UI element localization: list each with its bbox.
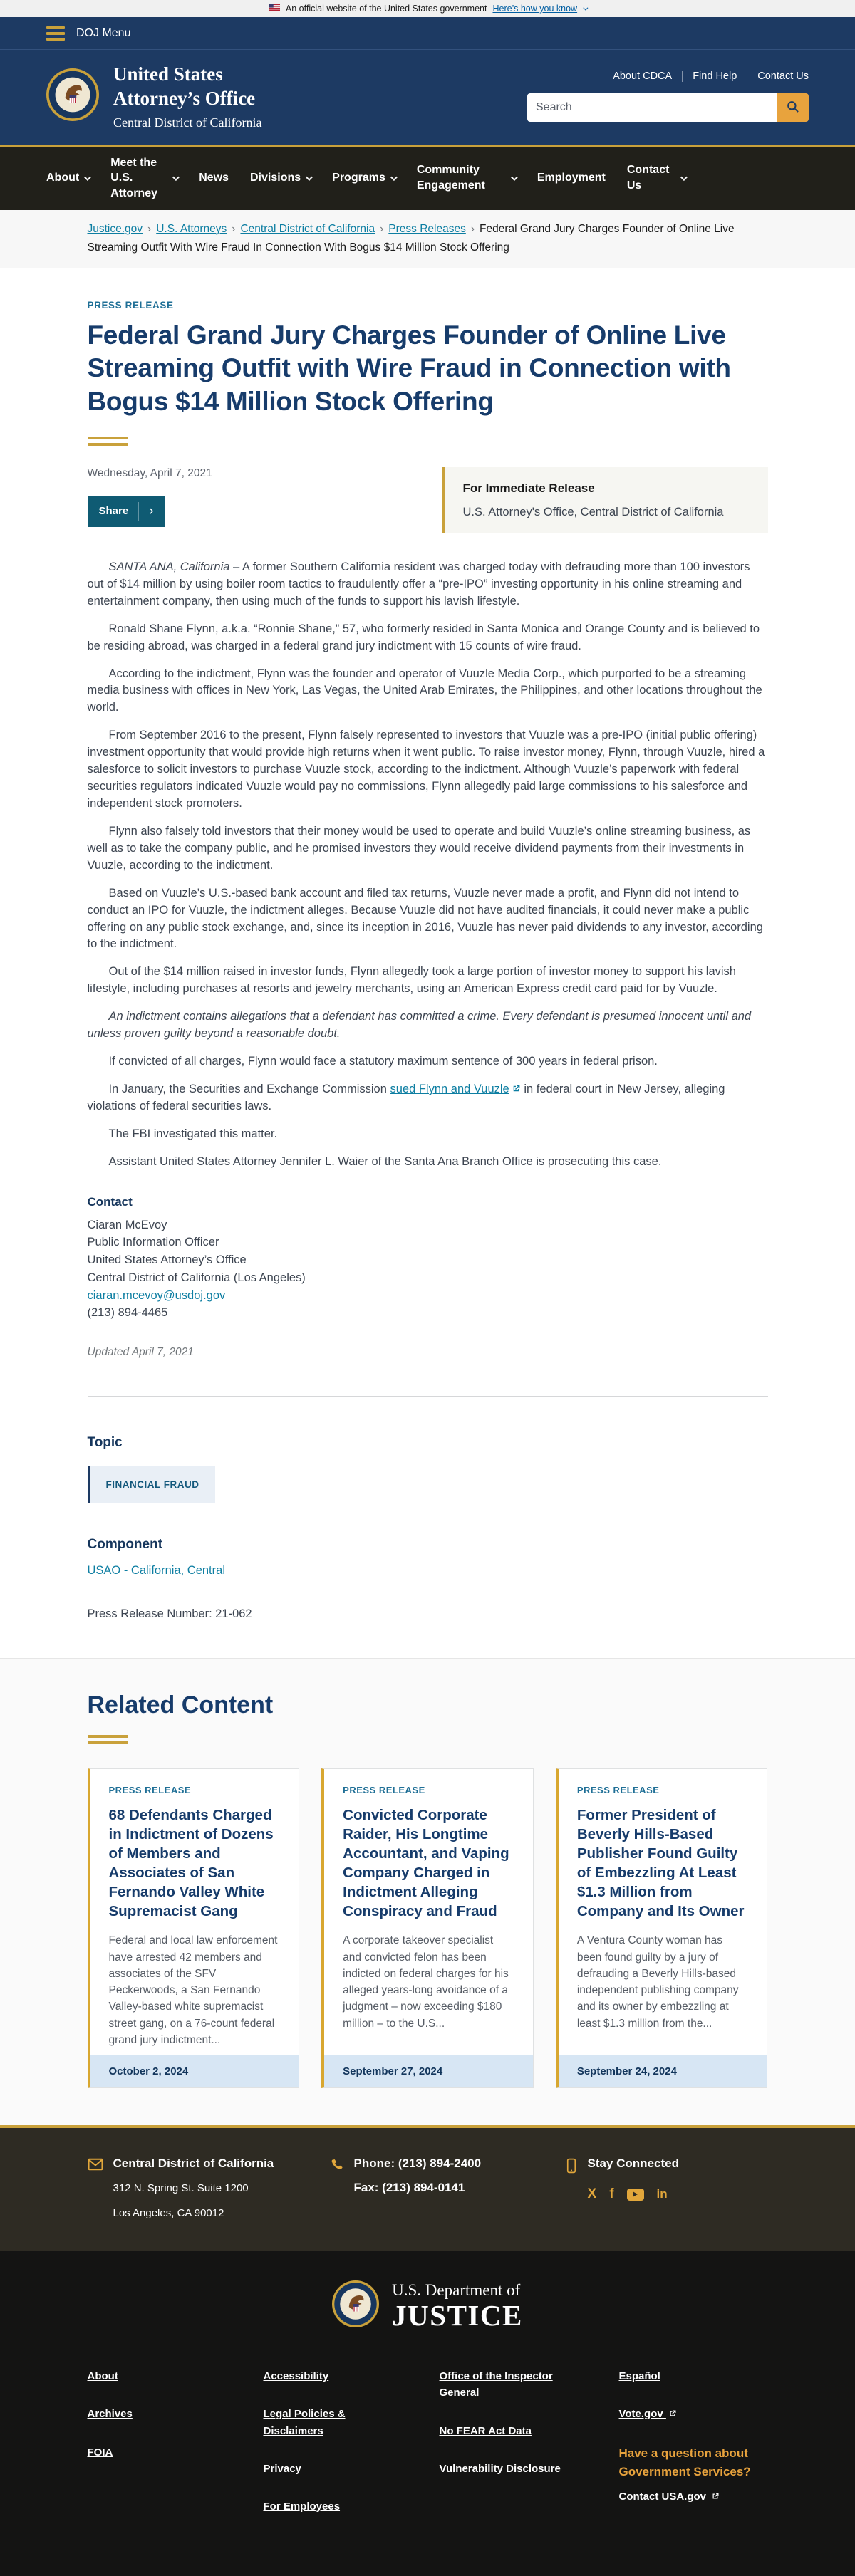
paragraph: According to the indictment, Flynn was the founder and operator of Vuuzle Media Corp., which purported to be a streaming media business with offices in New York, Las Vegas, the United Arab Emirates, the Philippines, and other locations throughout the world. <box>87 667 762 714</box>
footer-link-vulnerability-disclosure[interactable]: Vulnerability Disclosure <box>439 2462 561 2475</box>
header-utility-links <box>603 71 809 82</box>
related-card-title[interactable]: 68 Defendants Charged in Indictment of Dozens of Members and Associates of San Fernando Valley White Supremacist Gang <box>108 1807 274 1920</box>
article-date: Wednesday, April 7, 2021 <box>87 466 212 479</box>
site-header <box>0 50 855 145</box>
sued-flynn-vuuzle-link[interactable]: sued Flynn and Vuuzle <box>390 1083 520 1095</box>
footer-address-line1: 312 N. Spring St. Suite 1200 <box>113 2182 249 2195</box>
paragraph: Out of the $14 million raised in investor funds, Flynn allegedly took a large portion of investor money to support his lavish lifestyle, including purchases at resorts and jewelry merchants, using an American Express credit card paid for by Vuuzle. <box>87 965 736 996</box>
footer-phone-block <box>330 2157 565 2221</box>
card-press-release-label: PRESS RELEASE <box>576 1785 660 1796</box>
agency-name-line2: Attorney’s Office <box>113 87 256 109</box>
footer-links-col3 <box>440 2368 619 2536</box>
envelope-icon <box>88 2157 103 2221</box>
breadcrumb-district[interactable]: Central District of California <box>240 222 375 235</box>
paragraph: The FBI investigated this matter. <box>108 1127 278 1140</box>
paragraph: Flynn also falsely told investors that their money would be used to operate and build Vuuzle’s online streaming business, as well as to take the company public, and he promised investors they would receive dividend payments from their investments in Vuuzle, according to the indictment. <box>87 824 751 872</box>
paragraph: Based on Vuuzle’s U.S.-based bank account and filed tax returns, Vuuzle never made a profit, and Flynn did not intend to conduct an IPO for Vuuzle, the indictment alleges. Because Vuuzle did not have audited financials, it could never make a public offering on any public stock exchange, and, since its inception in 2016, Vuuzle has never paid dividends to any investor, according to the indictment. <box>87 886 763 951</box>
nav-item-employment[interactable]: Employment <box>537 172 606 184</box>
search-button[interactable] <box>777 93 809 122</box>
phone-icon <box>330 2157 344 2221</box>
doj-menu-label[interactable]: DOJ Menu <box>76 26 131 39</box>
contact-us-link[interactable]: Contact Us <box>747 71 809 82</box>
press-release-article <box>88 268 768 1658</box>
release-heading: For Immediate Release <box>462 481 595 495</box>
external-link-icon <box>711 2492 720 2501</box>
contact-heading: Contact <box>87 1194 133 1209</box>
dept-line2: JUSTICE <box>392 2299 523 2332</box>
nav-item-contact-us[interactable]: Contact Us <box>627 162 685 193</box>
related-card-date: September 24, 2024 <box>559 2055 767 2087</box>
breadcrumb-separator-icon: › <box>232 222 236 235</box>
related-card-excerpt: Federal and local law enforcement have arrested 42 members and associates of the SFV Peckerwoods, a San Fernando Valley-based white supremacist street gang, on a 76-count federal grand jury indictment... <box>108 1934 278 2046</box>
share-chevron-icon: › <box>149 503 154 518</box>
doj-seal <box>332 2280 379 2331</box>
nav-item-meet-us-attorney[interactable]: Meet the U.S. Attorney <box>110 155 177 202</box>
paragraph: Ronald Shane Flynn, a.k.a. “Ronnie Shane,” 57, who formerly resided in Santa Monica and Orange County and is believed to be residing abroad, was charged in a federal grand jury indictment with 15 counts of wire fraud. <box>87 622 760 652</box>
card-press-release-label: PRESS RELEASE <box>108 1785 192 1796</box>
hamburger-icon[interactable] <box>46 26 65 41</box>
nav-item-divisions[interactable]: Divisions <box>250 170 311 186</box>
dept-line1: U.S. Department of <box>392 2281 521 2300</box>
footer-link-privacy[interactable]: Privacy <box>263 2462 301 2475</box>
breadcrumb-separator-icon: › <box>380 222 384 235</box>
article-body <box>88 559 768 1171</box>
related-card[interactable] <box>88 1768 300 2088</box>
external-link-icon <box>668 2409 677 2418</box>
paragraph: In January, the Securities and Exchange Commission sued Flynn and Vuuzle in federal court in New Jersey, alleging violations of federal securities laws. <box>87 1082 725 1112</box>
footer-fax: Fax: (213) 894-0141 <box>353 2181 465 2195</box>
search-icon <box>786 100 800 116</box>
gold-divider <box>88 437 128 446</box>
main-nav <box>0 147 855 210</box>
footer-link-foia[interactable]: FOIA <box>87 2446 113 2458</box>
release-office: U.S. Attorney's Office, Central District of California <box>462 505 724 518</box>
breadcrumb-current: Federal Grand Jury Charges Founder of Online Live Streaming Outfit With Wire Fraud In Connection With Bogus $14 Million Stock Offering <box>87 222 735 254</box>
page-title: Federal Grand Jury Charges Founder of Online Live Streaming Outfit with Wire Fraud in Connection with Bogus $14 Million Stock Offering <box>87 320 731 416</box>
contact-org: United States Attorney’s Office <box>87 1253 247 1267</box>
footer-link-vote-gov[interactable]: Vote.gov <box>619 2406 768 2422</box>
related-card-date: September 27, 2024 <box>324 2055 533 2087</box>
breadcrumb-separator-icon: › <box>147 222 152 235</box>
contact-title: Public Information Officer <box>87 1236 219 1249</box>
social-x-icon[interactable]: X <box>587 2186 597 2202</box>
related-card[interactable] <box>321 1768 534 2088</box>
us-flag-icon <box>269 4 280 14</box>
agency-brand[interactable] <box>46 63 261 130</box>
footer-link-no-fear-act[interactable]: No FEAR Act Data <box>439 2424 532 2437</box>
breadcrumb-press-releases[interactable]: Press Releases <box>388 222 466 235</box>
footer-phone: Phone: (213) 894-2400 <box>353 2157 482 2171</box>
footer-link-legal-policies[interactable]: Legal Policies & Disclaimers <box>263 2408 346 2437</box>
chevron-down-icon <box>306 174 313 181</box>
footer-address-line2: Los Angeles, CA 90012 <box>113 2207 224 2220</box>
breadcrumb-separator-icon: › <box>470 222 475 235</box>
press-release-eyebrow: PRESS RELEASE <box>87 300 174 311</box>
chevron-down-icon <box>390 174 398 181</box>
share-button[interactable]: Share › <box>88 496 165 527</box>
related-card-date: October 2, 2024 <box>90 2055 299 2087</box>
paragraph: SANTA ANA, California – A former Southern California resident was charged today with defrauding more than 100 investors out of $14 million by using boiler room tactics to fraudulently offer a “pre-IPO” investing opportunity in his online streaming and entertainment company, then using much of the funds to support his lavish lifestyle. <box>87 560 750 608</box>
related-card-title[interactable]: Former President of Beverly Hills-Based Publisher Found Guilty of Embezzling At Least $1.3 Million from Company and Its Owner <box>576 1807 745 1920</box>
footer-link-contact-usa-gov[interactable]: Contact USA.gov <box>619 2488 768 2505</box>
chevron-down-icon <box>172 174 180 181</box>
chevron-down-icon <box>511 174 518 181</box>
breadcrumb-justice-gov[interactable]: Justice.gov <box>87 222 143 235</box>
footer-link-oig[interactable]: Office of the Inspector General <box>439 2370 553 2399</box>
component-heading: Component <box>87 1537 163 1553</box>
doj-seal <box>46 68 99 125</box>
paragraph: From September 2016 to the present, Flynn falsely represented to investors that Vuuzle was a pre-IPO (initial public offering) investment opportunity that would provide high returns when it went public. To raise investor money, Flynn, through Vuuzle, hired a salesforce to solicit investors to purchase Vuuzle stock, according to the indictment. Although Vuuzle’s paperwork with federal securities regulators indicated Vuuzle would pay no commissions, Flynn allegedly paid large commissions to his salesforce and independent stock promoters. <box>87 729 765 810</box>
related-card[interactable] <box>556 1768 768 2088</box>
footer-office-name: Central District of California <box>113 2157 274 2171</box>
social-facebook-icon[interactable]: f <box>609 2186 614 2202</box>
footer-link-accessibility[interactable]: Accessibility <box>263 2370 329 2383</box>
how-you-know-link[interactable]: Here’s how you know <box>492 4 578 14</box>
footer-links-col1 <box>88 2368 264 2536</box>
footer-link-espanol[interactable]: Español <box>618 2370 660 2383</box>
footer-office-block <box>88 2157 330 2221</box>
contact-district: Central District of California (Los Angeles) <box>87 1271 306 1284</box>
related-content-section <box>0 1658 855 2125</box>
about-cdca-link[interactable]: About CDCA <box>613 71 673 83</box>
updated-date: Updated April 7, 2021 <box>87 1346 194 1359</box>
chevron-down-icon <box>680 174 688 181</box>
footer-link-for-employees[interactable]: For Employees <box>263 2501 341 2513</box>
related-content-heading: Related Content <box>87 1691 274 1719</box>
site-footer <box>0 2125 855 2576</box>
related-card-excerpt: A Ventura County woman has been found guilty by a jury of defrauding a Beverly Hills-based independent publishing company and its owner by embezzling at least $1.3 million from the... <box>576 1934 739 2030</box>
contact-name: Ciaran McEvoy <box>87 1218 167 1231</box>
footer-link-archives[interactable]: Archives <box>87 2408 133 2421</box>
related-card-title[interactable]: Convicted Corporate Raider, His Longtime Accountant, and Vaping Company Charged in Indictment Alleging Conspiracy and Fraud <box>343 1807 509 1920</box>
social-linkedin-icon[interactable]: in <box>656 2187 668 2201</box>
gold-divider <box>88 1735 128 1744</box>
section-divider <box>88 1396 768 1397</box>
doj-footer-brand[interactable] <box>0 2280 855 2331</box>
nav-item-about[interactable]: About <box>46 170 89 186</box>
topic-section <box>88 1435 768 1503</box>
mobile-icon <box>565 2157 578 2221</box>
find-help-link[interactable]: Find Help <box>682 71 747 82</box>
search-input[interactable] <box>527 93 777 122</box>
chevron-down-icon <box>84 174 91 181</box>
related-card-excerpt: A corporate takeover specialist and convicted felon has been indicted on federal charges for his alleged years-long avoidance of a judgment – now exceeding $180 million – to the U.S... <box>343 1934 509 2030</box>
paragraph: Assistant United States Attorney Jennifer L. Waier of the Santa Ana Branch Office is prosecuting this case. <box>108 1154 662 1168</box>
footer-link-about[interactable]: About <box>87 2370 118 2383</box>
footer-links-col2 <box>264 2368 440 2536</box>
paragraph: If convicted of all charges, Flynn would face a statutory maximum sentence of 300 years in federal prison. <box>108 1055 658 1068</box>
nav-item-news[interactable]: News <box>199 172 229 184</box>
stay-connected-heading: Stay Connected <box>587 2157 679 2171</box>
contact-block <box>88 1195 768 1323</box>
nav-item-programs[interactable]: Programs <box>332 170 395 186</box>
doj-menu-bar <box>0 17 855 50</box>
gov-banner-text: An official website of the United States government <box>285 4 487 14</box>
footer-social-block <box>565 2157 679 2221</box>
component-link[interactable]: USAO - California, Central <box>87 1564 225 1578</box>
card-press-release-label: PRESS RELEASE <box>343 1785 425 1796</box>
gov-services-question: Have a question about Government Services? <box>618 2446 751 2479</box>
external-link-icon <box>512 1084 521 1093</box>
gov-banner <box>0 0 855 17</box>
agency-district: Central District of California <box>113 115 262 130</box>
footer-links-col4 <box>619 2368 768 2536</box>
component-section <box>88 1537 768 1578</box>
for-immediate-release-box <box>442 467 768 533</box>
chevron-down-icon <box>583 5 588 10</box>
paragraph: An indictment contains allegations that a defendant has committed a crime. Every defendant is presumed innocent until and unless proven guilty beyond a reasonable doubt. <box>87 1010 752 1041</box>
topic-tag-financial-fraud[interactable]: FINANCIAL FRAUD <box>88 1466 215 1503</box>
search-box <box>527 93 809 122</box>
social-youtube-icon[interactable] <box>627 2189 644 2201</box>
nav-item-community-engagement[interactable]: Community Engagement <box>417 162 516 193</box>
topic-heading: Topic <box>87 1435 123 1451</box>
contact-phone: (213) 894-4465 <box>87 1306 168 1320</box>
breadcrumb-us-attorneys[interactable]: U.S. Attorneys <box>156 222 227 235</box>
agency-name-line1: United States <box>113 63 223 85</box>
contact-email-link[interactable]: ciaran.mcevoy@usdoj.gov <box>87 1288 226 1302</box>
breadcrumb <box>0 210 855 269</box>
press-release-number: Press Release Number: 21-062 <box>87 1607 252 1621</box>
